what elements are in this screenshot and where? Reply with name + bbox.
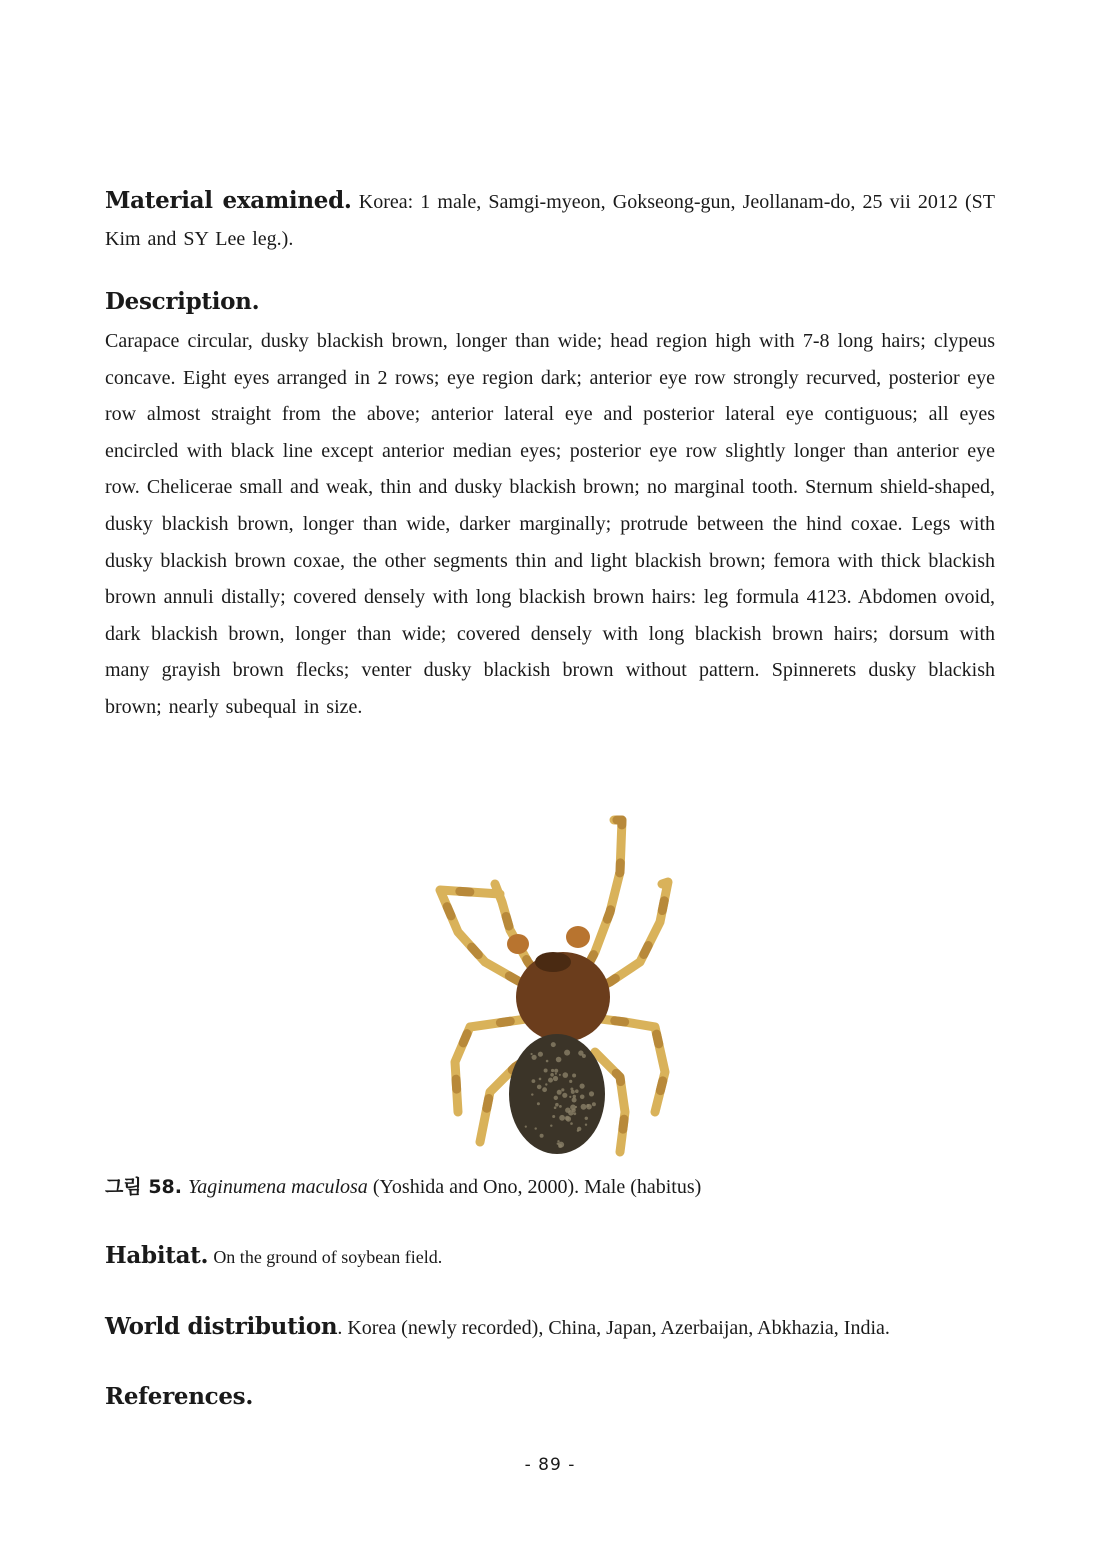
spider-abdomen-fleck — [580, 1084, 585, 1089]
description-text: Carapace circular, dusky blackish brown, longer than wide; head region high with 7-8 long hairs; clypeus concave. Eight eyes arranged in 2 rows; eye region dark; anterior eye row strongly recurved, posterior eye row almost straight from the above; anterior lateral eye and posterior lateral eye contiguous; all eyes encircled with black line except anterior median eyes; posterior eye row slightly longer than anterior eye row. Chelicerae small and weak, thin and dusky blackish brown; no marginal tooth. Sternum shield-shaped, dusky blackish brown, longer than wide, darker marginally; protrude between the hind coxae. Legs with dusky blackish brown coxae, the other segments thin and light blackish brown; femora with thick blackish brown annuli distally; covered densely with long blackish brown hairs: leg formula 4123. Abdomen ovoid, dark blackish brown, longer than wide; covered densely with long blackish brown hairs; dorsum with many grayish brown flecks; venter dusky blackish brown without pattern. Spinnerets dusky blackish brown; nearly subequal in size. — [105, 330, 995, 718]
spider-abdomen-fleck — [555, 1103, 559, 1107]
spider-abdomen-fleck — [586, 1104, 592, 1110]
figure-caption — [105, 1172, 995, 1202]
world-distribution-section — [105, 1311, 995, 1345]
spider-abdomen-fleck — [538, 1052, 543, 1057]
page-number: - 89 - — [524, 1455, 576, 1475]
spider-abdomen-fleck — [565, 1116, 570, 1121]
spider-abdomen-fleck — [554, 1096, 558, 1100]
spider-abdomen-fleck — [552, 1115, 555, 1118]
spider-abdomen-fleck — [540, 1134, 544, 1138]
spider-abdomen-fleck — [532, 1079, 536, 1083]
spider-abdomen-fleck — [570, 1122, 573, 1125]
spider-abdomen-fleck — [569, 1096, 571, 1098]
spider-abdomen-fleck — [531, 1093, 533, 1095]
spider-abdomen-fleck — [550, 1125, 552, 1127]
spider-abdomen-fleck — [554, 1069, 558, 1073]
spider-abdomen-fleck — [525, 1126, 527, 1128]
spider-abdomen-fleck — [559, 1115, 565, 1121]
spider-abdomen-fleck — [557, 1090, 562, 1095]
spider-abdomen-fleck — [554, 1106, 557, 1109]
spider-abdomen-fleck — [559, 1074, 561, 1076]
spider-abdomen-fleck — [559, 1105, 562, 1108]
spider-illustration — [410, 812, 700, 1162]
spider-abdomen-fleck — [535, 1127, 537, 1129]
figure-caption-rest: (Yoshida and Ono, 2000). Male (habitus) — [367, 1176, 702, 1198]
spider-abdomen-fleck — [585, 1124, 587, 1126]
spider-palp — [507, 934, 529, 954]
spider-abdomen-fleck — [578, 1050, 583, 1055]
spider-abdomen-fleck — [557, 1140, 559, 1142]
spider-abdomen-fleck — [563, 1072, 569, 1078]
description-heading: Description. — [105, 288, 260, 315]
spider-abdomen-fleck — [592, 1102, 596, 1106]
spider-abdomen-fleck — [571, 1090, 575, 1094]
spider-abdomen-fleck — [545, 1083, 547, 1085]
spider-abdomen-fleck — [580, 1095, 585, 1100]
spider-abdomen-fleck — [561, 1088, 564, 1091]
spider-abdomen-fleck — [546, 1060, 549, 1063]
spider-abdomen-fleck — [550, 1073, 554, 1077]
material-examined-heading: Material examined. — [105, 187, 352, 214]
habitat-heading: Habitat. — [105, 1242, 209, 1269]
spider-abdomen-fleck — [569, 1080, 572, 1083]
spider-abdomen-fleck — [553, 1076, 558, 1081]
spider-abdomen-fleck — [573, 1095, 576, 1098]
spider-abdomen-fleck — [556, 1057, 562, 1063]
spider-abdomen-fleck — [589, 1091, 594, 1096]
habitat-section — [105, 1240, 995, 1274]
spider-palp — [566, 926, 590, 948]
material-examined-section — [105, 183, 995, 257]
spider-abdomen-fleck — [532, 1055, 537, 1060]
world-distribution-text: . Korea (newly recorded), China, Japan, Azerbaijan, Abkhazia, India. — [337, 1317, 890, 1339]
spider-abdomen-fleck — [575, 1089, 579, 1093]
spider-abdomen-fleck — [573, 1112, 576, 1115]
spider-abdomen-fleck — [548, 1078, 553, 1083]
spider-abdomen-fleck — [555, 1073, 557, 1075]
material-examined-text: Korea: 1 male, Samgi-myeon, Gokseong-gun, Jeollanam-do, 25 vii 2012 (ST Kim and SY Lee leg.). — [105, 191, 996, 250]
spider-abdomen-fleck — [577, 1130, 579, 1132]
spider-abdomen-fleck — [575, 1106, 577, 1108]
spider-abdomen-fleck — [542, 1087, 547, 1092]
habitat-text: On the ground of soybean field. — [213, 1247, 443, 1267]
spider-abdomen-fleck — [581, 1104, 587, 1110]
spider-abdomen-fleck — [531, 1053, 533, 1055]
spider-abdomen-fleck — [564, 1050, 570, 1056]
world-distribution-heading: World distribution — [105, 1313, 338, 1340]
spider-abdomen-fleck — [572, 1098, 577, 1103]
spider-eye-region — [535, 952, 571, 972]
spider-abdomen-fleck — [537, 1102, 540, 1105]
spider-habitus-figure — [410, 812, 700, 1162]
spider-abdomen-fleck — [568, 1110, 574, 1116]
spider-abdomen-fleck — [544, 1069, 548, 1073]
references-heading: References. — [105, 1383, 254, 1410]
spider-abdomen-fleck — [558, 1142, 564, 1148]
spider-abdomen-fleck — [551, 1042, 556, 1047]
spider-abdomen-fleck — [539, 1078, 542, 1081]
figure-label: 그림 58. — [105, 1176, 182, 1198]
spider-abdomen-fleck — [572, 1074, 576, 1078]
figure-species-name: Yaginumena maculosa — [187, 1176, 368, 1198]
spider-abdomen-fleck — [585, 1117, 588, 1120]
spider-abdomen-fleck — [562, 1093, 567, 1098]
spider-abdomen-fleck — [537, 1085, 542, 1090]
spider-abdomen-fleck — [551, 1069, 554, 1072]
